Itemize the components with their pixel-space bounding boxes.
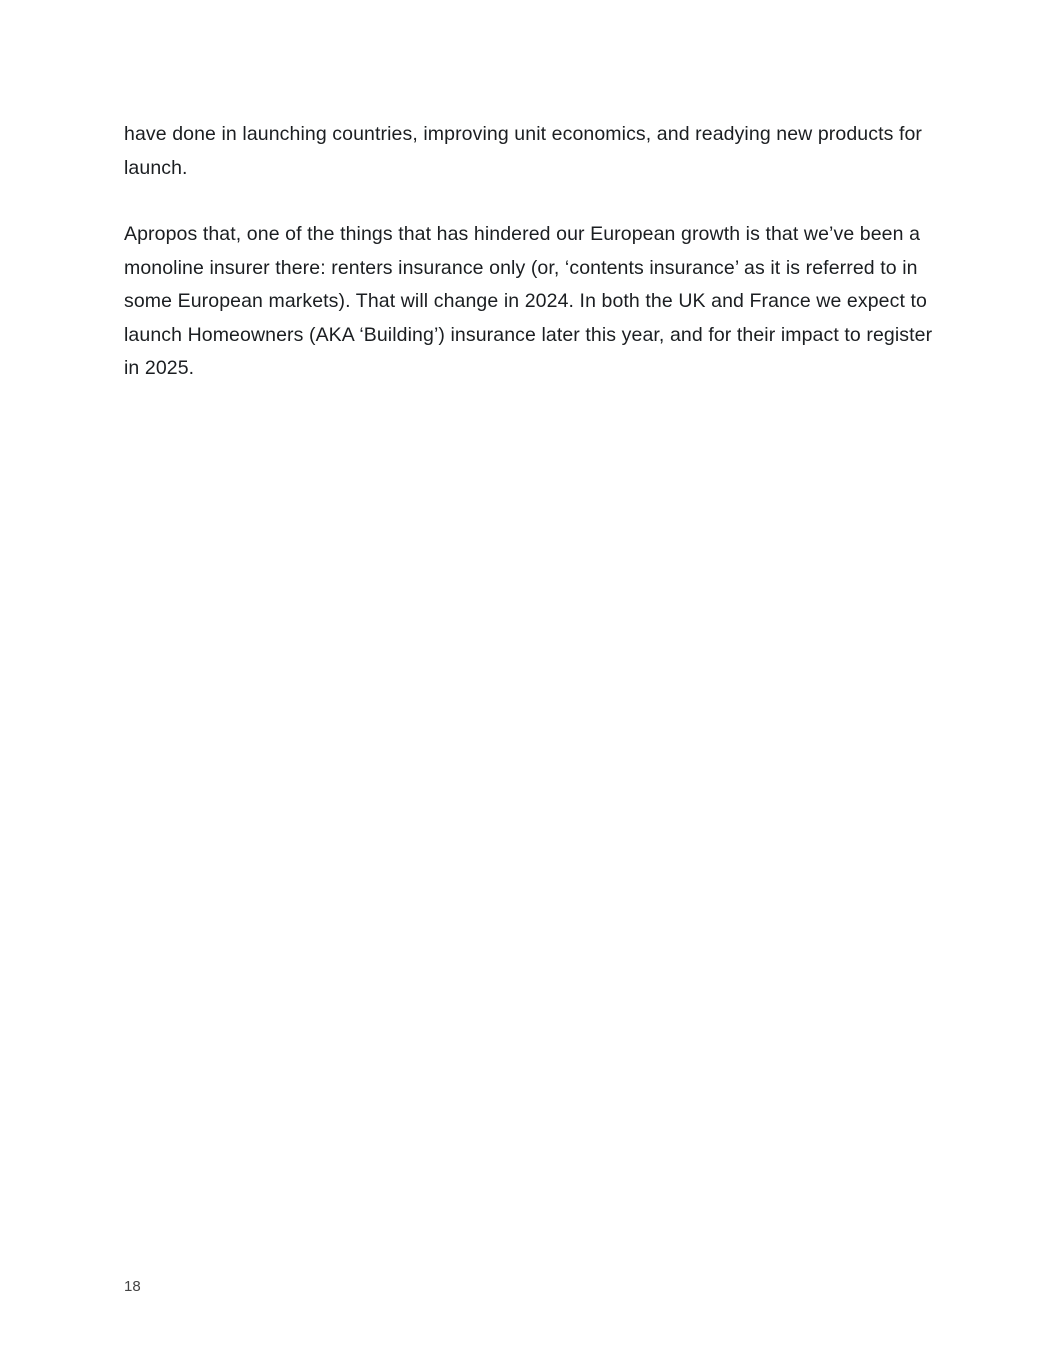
- paragraph: Apropos that, one of the things that has hindered our European growth is that we’ve been a monoline insurer there: renters insurance only (or, ‘contents insurance’ as it is referred to in some European markets). That will change in 2024. In both the UK and France we expect to launch Homeowners (AKA ‘Building’) insurance later this year, and for their impact to register in 2025.: [124, 223, 933, 379]
- page-number: 18: [124, 1278, 141, 1295]
- paragraph: have done in launching countries, improving unit economics, and readying new products for launch.: [124, 123, 923, 179]
- page-body-text: [124, 118, 934, 419]
